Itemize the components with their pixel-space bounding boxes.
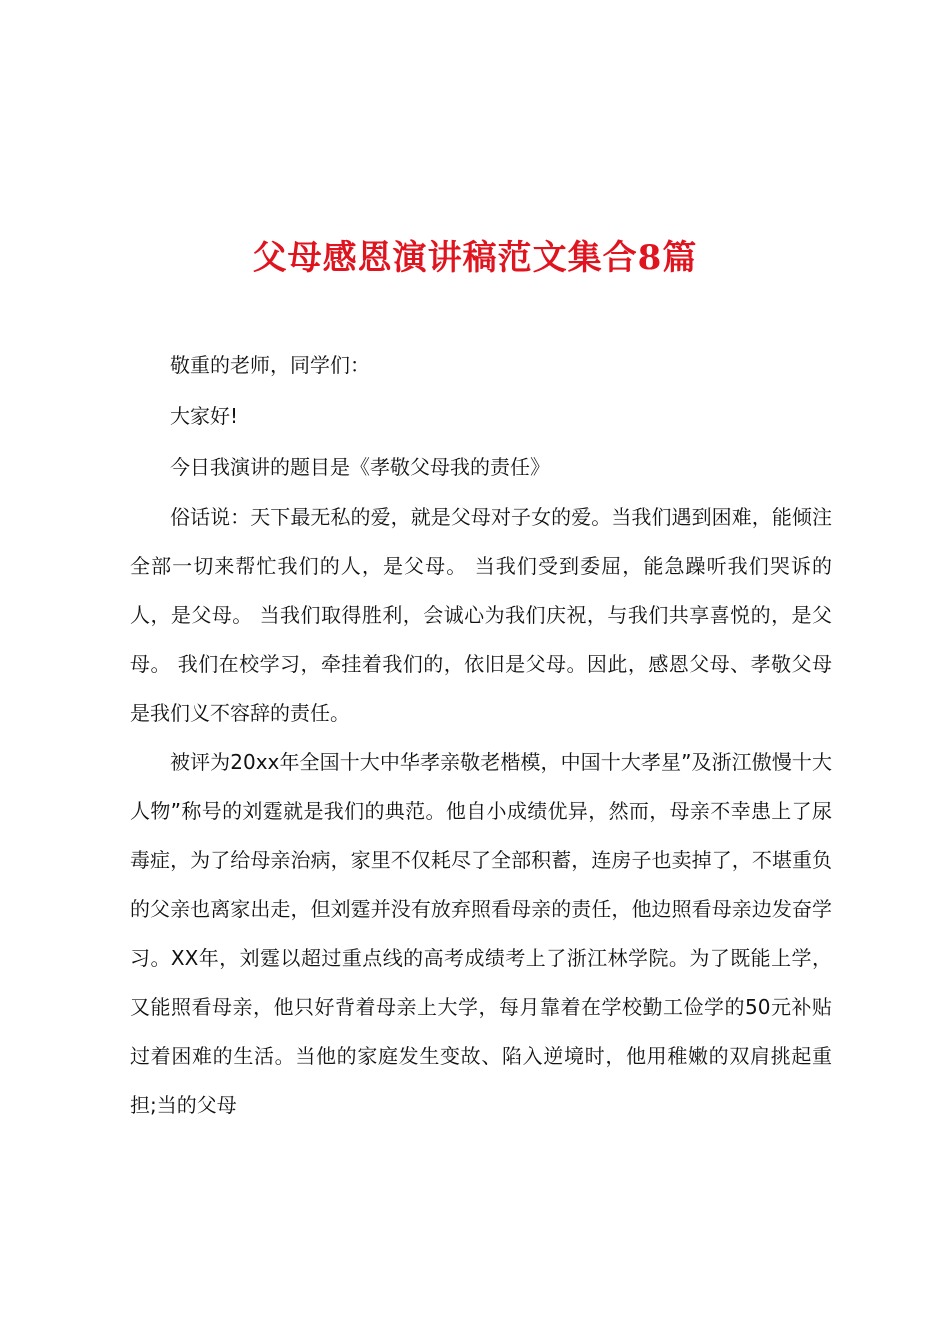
- document-title: 父母感恩演讲稿范文集合8篇: [252, 237, 698, 278]
- document-body: [130, 340, 832, 1130]
- paragraph-hello: 大家好!: [170, 404, 239, 428]
- paragraph-greeting: 敬重的老师，同学们：: [170, 353, 370, 377]
- paragraph-topic: 今日我演讲的题目是《孝敬父母我的责任》: [170, 455, 550, 479]
- paragraph-proverb: 俗话说：天下最无私的爱，就是父母对子女的爱。当我们遇到困难，能倾注全部一切来帮忙我们的人，是父母。 当我们受到委屈，能急躁听我们哭诉的人，是父母。 当我们取得胜利，会诚心为我们庆祝，与我们共享喜悦的，是父母。 我们在校学习，牵挂着我们的，依旧是父母。因此，感恩父母、孝敬父母是我们义不容辞的责任。: [130, 505, 832, 725]
- paragraph-liu-ting: 被评为20xx年全国十大中华孝亲敬老楷模，中国十大孝星”及浙江傲慢十大人物”称号的刘霆就是我们的典范。他自小成绩优异，然而，母亲不幸患上了尿毒症，为了给母亲治病，家里不仅耗尽了全部积蓄，连房子也卖掉了，不堪重负的父亲也离家出走，但刘霆并没有放弃照看母亲的责任，他边照看母亲边发奋学习。XX年，刘霆以超过重点线的高考成绩考上了浙江林学院。为了既能上学，又能照看母亲，他只好背着母亲上大学，每月靠着在学校勤工俭学的50元补贴过着困难的生活。当他的家庭发生变故、陷入逆境时，他用稚嫩的双肩挑起重担;当的父母: [130, 750, 832, 1117]
